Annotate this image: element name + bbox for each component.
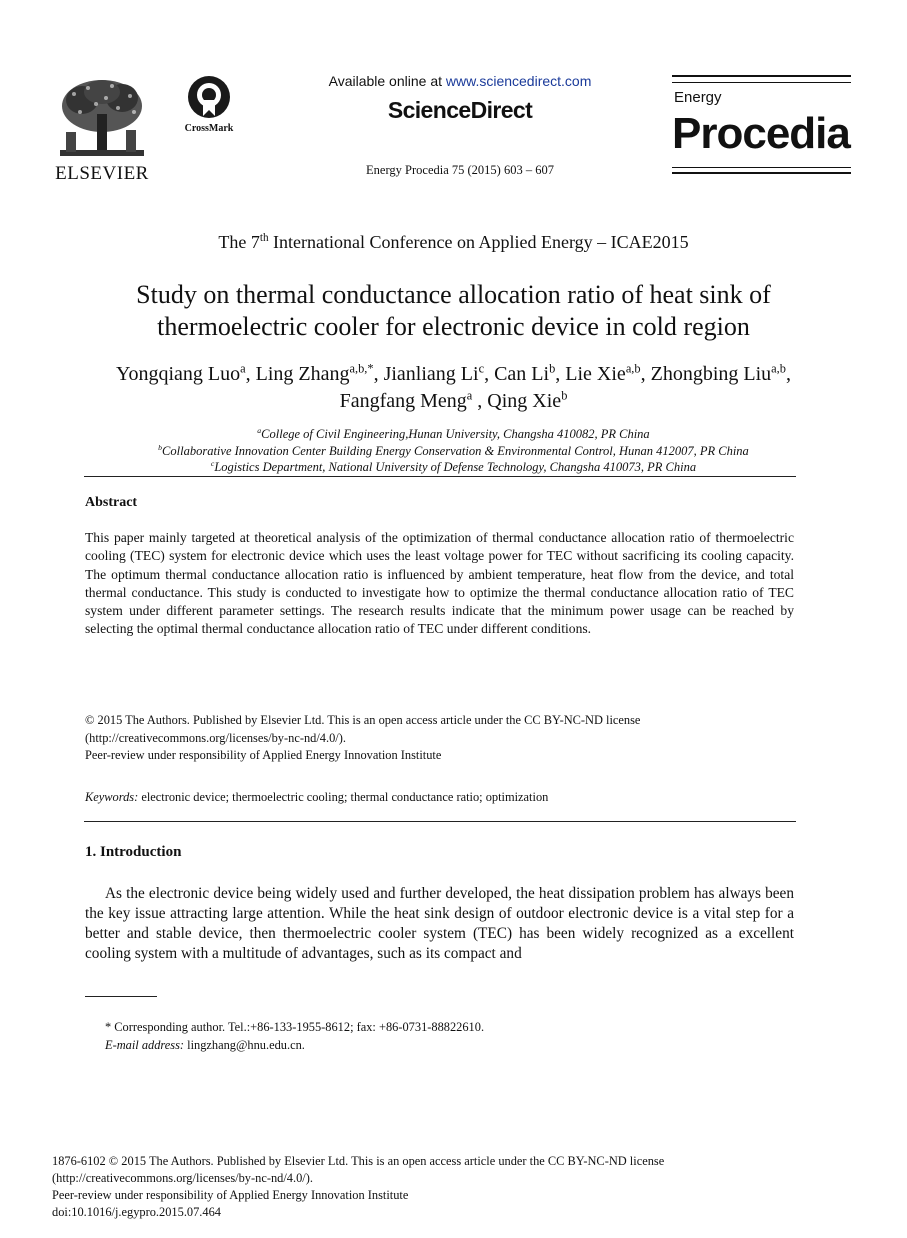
author: Fangfang Meng$^a$ , <box>339 388 488 412</box>
divider <box>84 821 796 822</box>
footer-peer-review: Peer-review under responsibility of Applied Energy Innovation Institute <box>52 1188 409 1202</box>
copyright-block <box>85 712 796 765</box>
license-link[interactable]: (http://creativecommons.org/licenses/by-nc-nd/4.0/). <box>85 730 346 745</box>
page-footer <box>52 1153 852 1221</box>
elsevier-tree-icon <box>52 74 152 160</box>
author: Qing Xie$^b$ <box>487 388 568 412</box>
corresponding-author: * Corresponding author. Tel.:+86-133-1955-8612; fax: +86-0731-88822610. <box>105 1020 485 1034</box>
author: Zhongbing Liu$^{a,b}$, <box>650 361 791 385</box>
author: Ling Zhang$^{a,b,*}$, <box>255 361 384 385</box>
sciencedirect-wordmark: ScienceDirect <box>387 97 533 123</box>
author: Lie Xie$^{a,b}$, <box>565 361 651 385</box>
journal-citation: Energy Procedia 75 (2015) 603 – 607 <box>366 163 554 177</box>
email-address[interactable]: lingzhang@hnu.edu.cn. <box>184 1037 305 1052</box>
journal-name-big: Procedia <box>672 109 850 158</box>
elsevier-logo <box>52 74 152 184</box>
crossmark-label: CrossMark <box>184 123 234 134</box>
keywords <box>85 790 796 805</box>
abstract-heading: Abstract <box>85 495 138 510</box>
available-prefix: Available online at <box>328 73 446 89</box>
issn-copyright: 1876-6102 © 2015 The Authors. Published by Elsevier Ltd. This is an open access article under the CC BY-NC-ND license <box>52 1154 665 1168</box>
keywords-label: Keywords: <box>85 790 139 804</box>
author: Can Li$^b$, <box>494 361 566 385</box>
doi[interactable]: doi:10.1016/j.egypro.2015.07.464 <box>52 1205 221 1219</box>
title-line-2: thermoelectric cooler for electronic device in cold region <box>157 312 750 341</box>
elsevier-wordmark: ELSEVIER <box>55 163 149 184</box>
intro-paragraph: As the electronic device being widely used and further developed, the heat dissipation problem has always been the key issue attracting large attention. While the heat sink design of outdoor electronic device is a vital step for a better and stable device, then thermoelectric cooler system (TEC) has been widely recognized as a excellent cooling system with a multitude of advantages, such as its compact and <box>85 885 794 962</box>
paper-title <box>40 279 867 343</box>
author-list <box>80 361 827 415</box>
journal-name-small: Energy <box>674 89 722 106</box>
affiliation-b: $^b$Collaborative Innovation Center Building Energy Conservation & Environmental Control, Hunan 412007, PR China <box>158 442 749 458</box>
title-line-1: Study on thermal conductance allocation ratio of heat sink of <box>136 280 771 309</box>
journal-logo <box>672 75 852 180</box>
abstract-text: This paper mainly targeted at theoretical analysis of the optimization of thermal conductance allocation ratio of thermoelectric cooling (TEC) system for electronic device which uses the least voltage power for TEC without sacrificing its cooling capacity. The optimum thermal conductance allocation ratio is influenced by ambient temperature, heat flow from the device, and total thermal conductance. This study is conducted to investigate how to optimize the thermal conductance allocation ratio of TEC system under different parameter settings. The research results indicate that the minimum power usage can be reached by selecting the optimal thermal conductance allocation ratio of TEC under different conditions. <box>85 530 794 637</box>
footnote <box>105 1019 795 1054</box>
peer-review: Peer-review under responsibility of Applied Energy Innovation Institute <box>85 748 442 762</box>
footer-license-link[interactable]: (http://creativecommons.org/licenses/by-nc-nd/4.0/). <box>52 1171 313 1185</box>
available-online <box>200 73 720 89</box>
divider <box>84 476 796 477</box>
affiliation-c: $^c$Logistics Department, National University of Defense Technology, Changsha 410073, PR China <box>210 458 697 474</box>
affiliation-a: $^a$College of Civil Engineering,Hunan University, Changsha 410082, PR China <box>257 425 650 441</box>
sciencedirect-link[interactable]: www.sciencedirect.com <box>445 73 592 89</box>
keywords-text: electronic device; thermoelectric cooling; thermal conductance ratio; optimization <box>138 790 549 804</box>
conference-name: The 7th International Conference on Applied Energy – ICAE2015 <box>218 232 689 252</box>
email-line: E-mail address: lingzhang@hnu.edu.cn. <box>105 1037 305 1052</box>
author: Yongqiang Luo$^a$, <box>116 361 256 385</box>
section-heading: 1. Introduction <box>85 844 182 860</box>
author: Jianliang Li$^c$, <box>383 361 495 385</box>
copyright-line: © 2015 The Authors. Published by Elsevier Ltd. This is an open access article under the CC BY-NC-ND license <box>85 713 641 727</box>
footnote-rule <box>85 996 157 997</box>
affiliations <box>60 426 847 476</box>
